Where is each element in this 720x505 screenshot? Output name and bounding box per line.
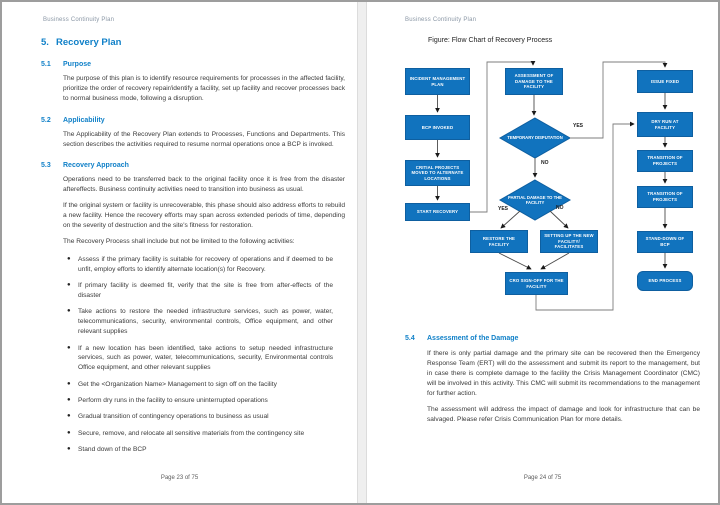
assessment-damage-paragraph-1: If there is only partial damage and the primary site can be recovered then the Emergency Response Team (ERT) will do the assessment and submit its report to the management, but in case there is complete damage to the facility the Crisis Management Coordinator (CMC) will be involved in this activity. This CMC will submit its recommendations to the management for further action. [427, 350, 700, 397]
running-header: Business Continuity Plan [43, 17, 115, 23]
branch-label-yes: YES [573, 123, 584, 129]
list-item: ● Assess if the primary facility is suitable for recovery of operations and if deemed to be unfit, employ efforts to identify alternate location(s) for Recovery. [67, 255, 333, 273]
node-transition-of-projects-1: TRANSITION OF PROJECTS [637, 150, 693, 172]
figure-caption: Figure: Flow Chart of Recovery Process [428, 37, 553, 44]
node-dry-run-at-facility: DRY RUN AT FACILITY [637, 112, 693, 137]
node-issue-fixed: ISSUE FIXED [637, 70, 693, 93]
node-incident-management-plan: INCIDENT MANAGEMENT PLAN [405, 68, 470, 95]
list-item: ● Gradual transition of contingency operations to business as usual [67, 413, 269, 421]
bullet-icon: ● [67, 397, 71, 404]
section-heading-recovery-approach: 5.3 Recovery Approach [41, 162, 129, 170]
recovery-approach-paragraph-3: The Recovery Process shall include but not be limited to the following activities: [63, 237, 295, 245]
branch-label-no: NO [556, 205, 564, 211]
section-heading-assessment-damage: 5.4 Assessment of the Damage [405, 335, 519, 342]
list-item: ● Perform dry runs in the facility to ensure uninterrupted operations [67, 397, 268, 405]
recovery-activities-list [2, 255, 345, 455]
node-setting-up-new-facility: SETTING UP THE NEW FACILITY/ FACILITATES [540, 230, 598, 253]
bullet-icon: ● [67, 255, 71, 262]
node-end-process: END PROCESS [637, 271, 693, 291]
purpose-paragraph: The purpose of this plan is to identify resource requirements for processes in the affected facility, prioritize the order of recovery repair/identify a facility, set up facility and recover processes back to normal business mode, following a disruption. [63, 75, 345, 102]
section-heading-purpose: 5.1 Purpose [41, 61, 92, 68]
list-item: ● If primary facility is deemed fit, verify that the site is free from after-effects of the disaster [67, 282, 333, 299]
node-stand-down-of-bcp: STAND-DOWN OF BCP [637, 231, 693, 253]
branch-label-no: NO [541, 160, 549, 166]
bullet-icon: ● [67, 282, 71, 289]
page-gutter [357, 2, 367, 503]
page-24 [367, 2, 718, 503]
chapter-title: Recovery Plan [56, 37, 122, 48]
bullet-icon: ● [67, 308, 71, 315]
running-header: Business Continuity Plan [405, 17, 477, 23]
bullet-icon: ● [67, 380, 71, 387]
chapter-heading [41, 37, 357, 48]
node-cro-sign-off: CRO SIGN-OFF FOR THE FACILITY [505, 272, 568, 295]
bullet-icon: ● [67, 429, 71, 436]
page-23 [2, 2, 357, 503]
list-item: ● Get the <Organization Name> Management to sign off on the facility [67, 380, 277, 388]
list-item: ● Secure, remove, and relocate all sensitive materials from the contingency site [67, 429, 305, 437]
recovery-approach-paragraph-2: If the original system or facility is unrecoverable, this phase should also address efforts to rebuild a new facility. Hence the recovery efforts may span across extended periods of time, depending on the severity of destruction and the site's fitness for restoration. [63, 202, 345, 230]
node-bcp-invoked: BCP INVOKED [405, 115, 470, 140]
list-item: ● Stand down of the BCP [67, 446, 147, 454]
diamond-partial-damage [500, 180, 570, 220]
page-number-footer: Page 24 of 75 [523, 475, 562, 481]
section-heading-applicability: 5.2 Applicability [41, 116, 105, 124]
bullet-icon: ● [67, 446, 71, 453]
assessment-damage-section [367, 322, 718, 425]
node-partial-damage: PARTIAL DAMAGE TO THE FACILITY [508, 194, 562, 205]
node-temporary-disputation: TEMPORARY DISPUTATION [507, 135, 563, 141]
node-restore-facility: RESTORE THE FACILITY [470, 230, 528, 253]
chapter-number: 5. [41, 37, 49, 48]
bullet-icon: ● [67, 344, 71, 351]
assessment-damage-paragraph-2: The assessment will address the impact of damage and look for infrastructure that can be salvaged. Please refer Crisis Communication Plan for more details. [427, 406, 700, 424]
page-number-footer: Page 23 of 75 [160, 475, 199, 481]
node-transition-of-projects-2: TRANSITION OF PROJECTS [637, 186, 693, 208]
applicability-paragraph: The Applicability of the Recovery Plan extends to Processes, Functions and Departments. This section describes the activities required to resume normal operations once a BCP is invoked. [63, 130, 345, 148]
diamond-temporary-disputation [500, 118, 570, 158]
branch-label-yes: YES [498, 206, 509, 212]
bullet-icon: ● [67, 413, 71, 420]
list-item: ● Take actions to restore the needed infrastructure services, such as power, water, telecommunications, security, environmental controls, Office equipment, and other relevant supplies [67, 308, 333, 336]
recovery-process-flowchart [367, 2, 718, 322]
node-critial-projects: CRITIAL PROJECTS MOVED TO ALTERNATE LOCATIONS [405, 160, 470, 186]
node-assessment-of-damage: ASSESSMENT OF DAMAGE TO THE FACILITY [505, 68, 563, 95]
recovery-approach-paragraph-1: Operations need to be transferred back to the original facility once it is free from the disaster aftereffects. Business continuity activities need to transition into business as usual. [63, 176, 345, 194]
list-item: ● If a new location has been identified, take actions to setup needed infrastructure services, such as power, water, telecommunications, security, Environmental controls Office equipment, and other relevant supplies [67, 344, 333, 372]
node-start-recovery: START RECOVERY [405, 203, 470, 221]
